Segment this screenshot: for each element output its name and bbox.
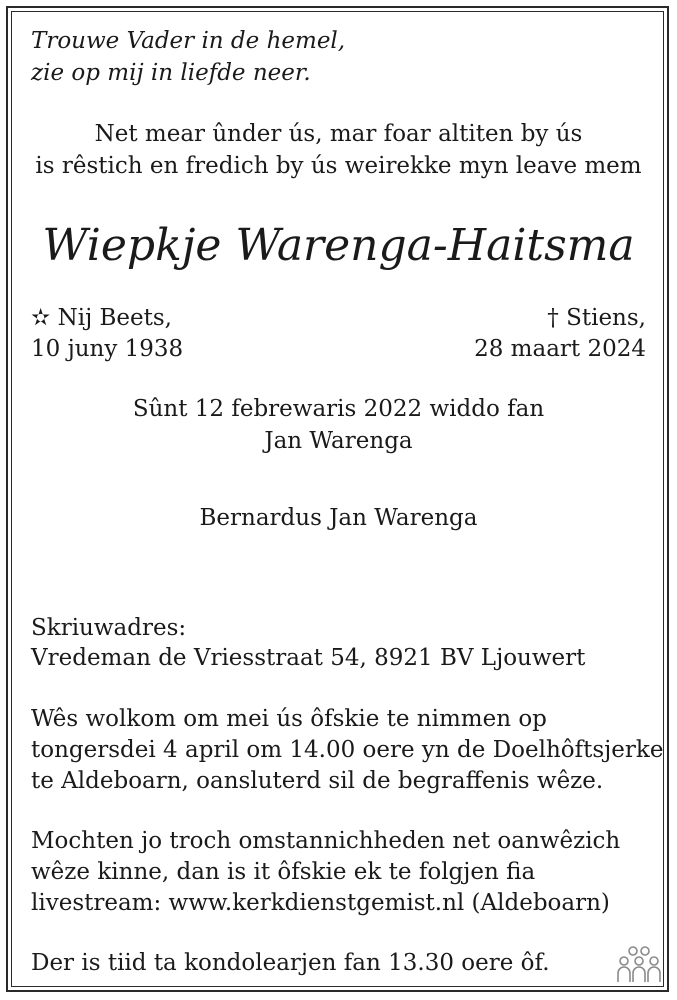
birth-date: 10 juny 1938	[31, 336, 184, 362]
livestream-line-2: wêze kinne, dan is it ôfskie ek te folgjen fia	[31, 859, 536, 885]
people-group-icon	[615, 944, 663, 984]
death-date: 28 maart 2024	[474, 336, 646, 362]
widow-line-1: Sûnt 12 febrewaris 2022 widdo fan	[132, 396, 545, 422]
widow-line-2: Jan Warenga	[264, 428, 413, 454]
birth-place: ✫ Nij Beets,	[31, 305, 172, 331]
livestream-line-3: livestream: www.kerkdienstgemist.nl (Aldeboarn)	[31, 890, 610, 916]
address-label: Skriuwadres:	[31, 615, 187, 641]
poem-line-2: zie op mij in liefde neer.	[31, 60, 311, 86]
intro-line-2: is rêstich en fredich by ús weirekke myn leave mem	[35, 153, 642, 179]
death-place: † Stiens,	[547, 305, 646, 331]
deceased-name: Wiepkje Warenga-Haitsma	[42, 220, 635, 271]
address-value: Vredeman de Vriesstraat 54, 8921 BV Ljouwert	[31, 645, 586, 671]
poem-line-1: Trouwe Vader in de hemel,	[31, 28, 346, 54]
farewell-line-2: tongersdei 4 april om 14.00 oere yn de Doelhôftsjerke	[31, 737, 664, 763]
farewell-line-3: te Aldeboarn, oansluterd sil de begraffenis wêze.	[31, 768, 604, 794]
intro-line-1: Net mear ûnder ús, mar foar altiten by ús	[94, 121, 583, 147]
condolence-line: Der is tiid ta kondolearjen fan 13.30 oere ôf.	[31, 950, 550, 976]
farewell-line-1: Wês wolkom om mei ús ôfskie te nimmen op	[31, 706, 547, 732]
livestream-line-1: Mochten jo troch omstannichheden net oanwêzich	[31, 828, 621, 854]
survivor-name: Bernardus Jan Warenga	[199, 505, 478, 531]
